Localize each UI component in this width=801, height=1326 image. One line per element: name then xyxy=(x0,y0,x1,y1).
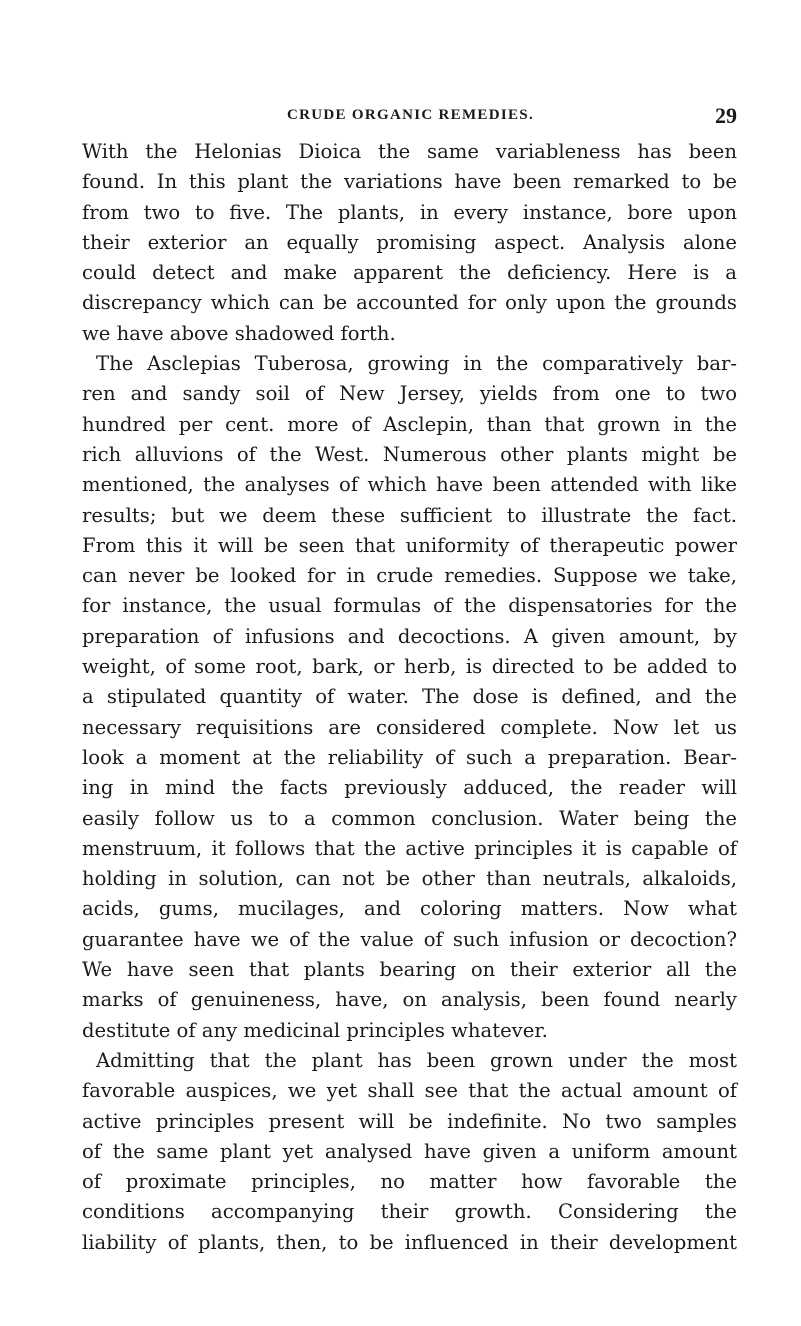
text-line: mentioned, the analyses of which have been attended with like xyxy=(82,473,737,497)
text-line: of proximate principles, no matter how favorable the xyxy=(82,1170,737,1194)
text-line: The Asclepias Tuberosa, growing in the comparatively bar- xyxy=(96,352,737,376)
text-line: With the Helonias Dioica the same variableness has been xyxy=(82,140,737,163)
running-head xyxy=(82,103,737,137)
text-line: look a moment at the reliability of such a preparation. Bear- xyxy=(82,745,737,769)
text-line: conditions accompanying their growth. Considering the xyxy=(82,1200,737,1224)
text-line: destitute of any medicinal principles whatever. xyxy=(82,1018,548,1042)
text-line: favorable auspices, we yet shall see that the actual amount of xyxy=(82,1079,737,1103)
text-line: results; but we deem these sufficient to illustrate the fact. xyxy=(82,503,737,527)
text-line: discrepancy which can be accounted for only upon the grounds xyxy=(82,291,737,315)
book-page xyxy=(82,103,737,1258)
text-line: From this it will be seen that uniformity of therapeutic power xyxy=(82,533,737,557)
text-line: ren and sandy soil of New Jersey, yields from one to two xyxy=(82,382,737,406)
text-line: holding in solution, can not be other than neutrals, alkaloids, xyxy=(82,867,737,891)
text-line: necessary requisitions are considered complete. Now let us xyxy=(82,715,737,739)
text-line: active principles present will be indefinite. No two samples xyxy=(82,1109,737,1133)
text-line: we have above shadowed forth. xyxy=(82,321,396,345)
text-line: a stipulated quantity of water. The dose is defined, and the xyxy=(82,685,737,709)
text-line: ing in mind the facts previously adduced, the reader will xyxy=(82,776,737,800)
text-line: easily follow us to a common conclusion. Water being the xyxy=(82,806,737,830)
text-line: for instance, the usual formulas of the dispensatories for the xyxy=(82,594,737,618)
text-line: found. In this plant the variations have been remarked to be xyxy=(82,170,737,194)
text-line: We have seen that plants bearing on their exterior all the xyxy=(82,958,737,982)
page-number: 29 xyxy=(715,103,737,128)
text-line: of the same plant yet analysed have given a uniform amount xyxy=(82,1139,737,1163)
text-line: preparation of infusions and decoctions. A given amount, by xyxy=(82,624,737,648)
body-text xyxy=(82,137,737,1258)
text-line: menstruum, it follows that the active principles it is capable of xyxy=(82,836,737,860)
text-line: from two to five. The plants, in every instance, bore upon xyxy=(82,200,737,224)
text-line: hundred per cent. more of Asclepin, than that grown in the xyxy=(82,412,737,436)
text-line: Admitting that the plant has been grown under the most xyxy=(96,1048,737,1072)
text-line: guarantee have we of the value of such infusion or decoction? xyxy=(82,927,737,951)
text-line: their exterior an equally promising aspect. Analysis alone xyxy=(82,230,737,254)
text-line: liability of plants, then, to be influenced in their development xyxy=(82,1230,737,1254)
text-line: acids, gums, mucilages, and coloring matters. Now what xyxy=(82,897,737,921)
text-line: can never be looked for in crude remedies. Suppose we take, xyxy=(82,564,737,588)
text-line: rich alluvions of the West. Numerous other plants might be xyxy=(82,442,737,466)
text-line: weight, of some root, bark, or herb, is directed to be added to xyxy=(82,655,737,679)
text-line: could detect and make apparent the deficiency. Here is a xyxy=(82,261,737,285)
running-head-title: CRUDE ORGANIC REMEDIES. xyxy=(287,107,535,123)
text-line: marks of genuineness, have, on analysis, been found nearly xyxy=(82,988,737,1012)
